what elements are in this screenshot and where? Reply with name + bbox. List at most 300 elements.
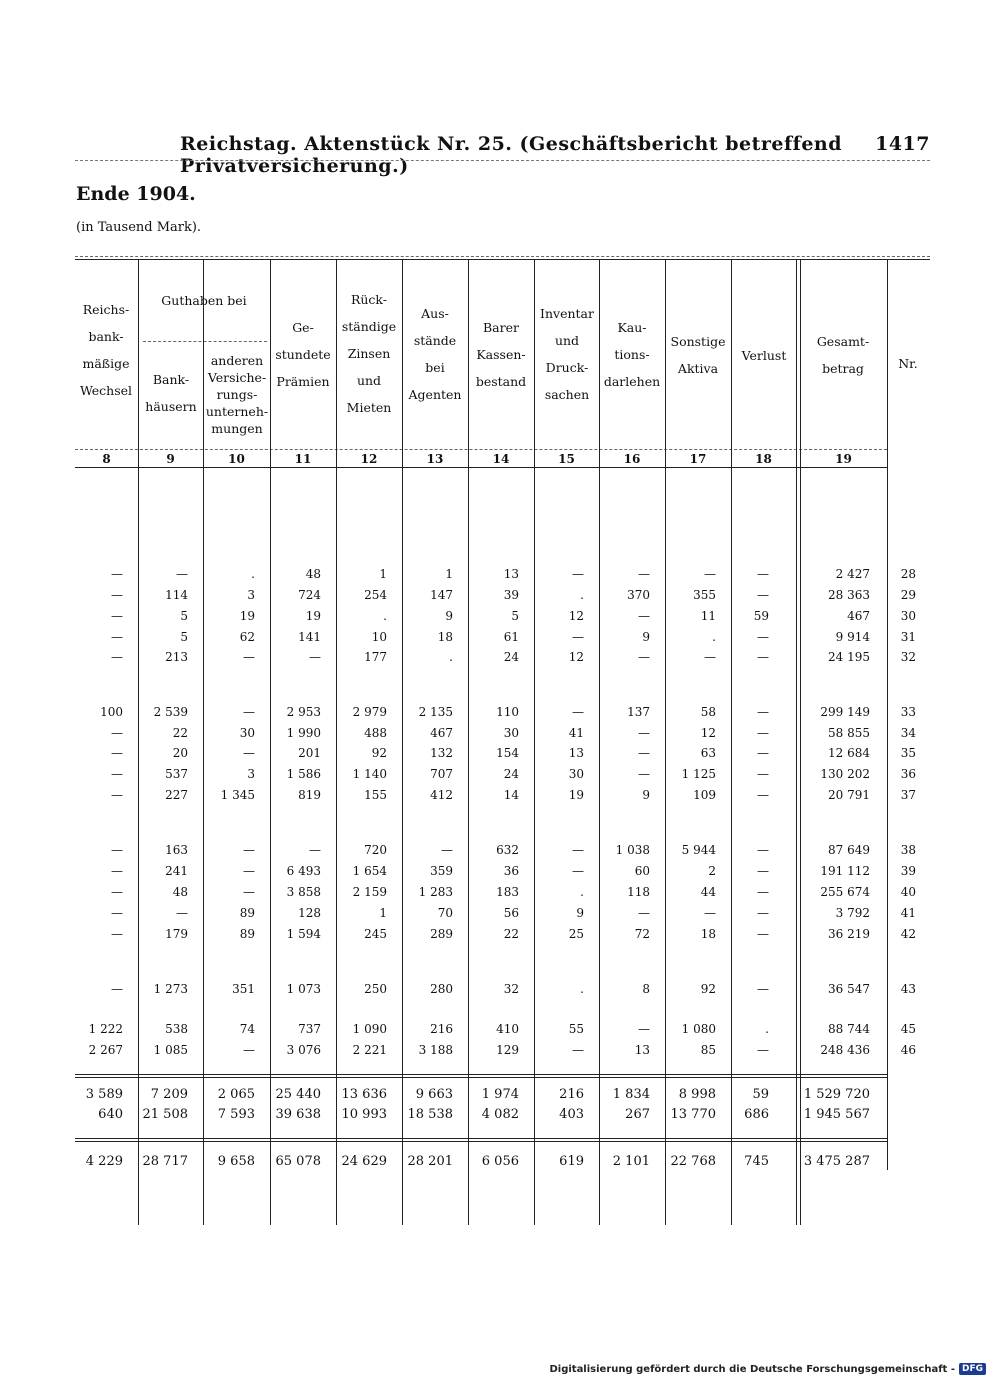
table-row-cell: 141 <box>298 630 321 644</box>
table-row-cell: — <box>757 927 769 941</box>
total-row-cell: 2 101 <box>612 1154 650 1169</box>
table-row-cell: 248 436 <box>820 1043 870 1057</box>
table-row-cell: 1 140 <box>352 767 387 781</box>
table-row-cell: 89 <box>239 906 255 920</box>
table-row-cell: 537 <box>165 767 188 781</box>
table-row-cell: — <box>111 767 123 781</box>
sum-rule-1 <box>75 1074 887 1075</box>
table-row-cell: — <box>243 885 255 899</box>
dfg-logo: DFG <box>959 1363 986 1375</box>
subtotal-row-cell: 1 945 567 <box>803 1107 870 1122</box>
table-row-cell: — <box>111 650 123 664</box>
subtotal-row-cell: 1 974 <box>481 1087 519 1102</box>
table-row-cell: — <box>638 567 650 581</box>
table-row-cell: . <box>765 1022 769 1036</box>
column-divider <box>887 259 888 1170</box>
row-number: 41 <box>900 906 916 920</box>
total-row-cell: 9 658 <box>217 1154 255 1169</box>
table-row-cell: 118 <box>627 885 650 899</box>
table-row-cell: 163 <box>165 843 188 857</box>
table-row-cell: 41 <box>568 726 584 740</box>
total-row-cell: 3 475 287 <box>803 1154 870 1169</box>
table-row-cell: 1 594 <box>286 927 321 941</box>
table-row-cell: 2 979 <box>352 705 387 719</box>
table-row-cell: 44 <box>700 885 716 899</box>
table-row-cell: 9 <box>445 609 453 623</box>
header-col-10: anderen Versiche- rungs- unterneh- mungen <box>205 353 269 436</box>
table-row-cell: 70 <box>437 906 453 920</box>
sum-rule-2 <box>75 1077 887 1078</box>
total-row-cell: 65 078 <box>275 1154 321 1169</box>
table-row-cell: 18 <box>700 927 716 941</box>
table-row-cell: 1 990 <box>286 726 321 740</box>
row-number: 35 <box>900 746 916 760</box>
table-row-cell: 1 080 <box>681 1022 716 1036</box>
column-divider <box>270 259 271 1225</box>
table-row-cell: 58 855 <box>828 726 870 740</box>
footer <box>549 1363 986 1375</box>
table-row-cell: 12 <box>568 609 584 623</box>
subtotal-row-cell: 13 770 <box>670 1107 716 1122</box>
table-row-cell: 3 <box>247 588 255 602</box>
table-row-cell: — <box>243 1043 255 1057</box>
header-col-16: Kau- tions- darlehen <box>603 320 661 389</box>
table-row-cell: . <box>383 609 387 623</box>
column-number: 12 <box>360 452 378 466</box>
subtotal-row-cell: 4 082 <box>481 1107 519 1122</box>
table-row-cell: — <box>572 567 584 581</box>
table-row-cell: — <box>638 906 650 920</box>
table-row-cell: — <box>111 982 123 996</box>
header-col-9: Bank- häusern <box>145 372 197 414</box>
column-number: 8 <box>102 452 111 466</box>
table-row-cell: — <box>757 726 769 740</box>
table-row-cell: — <box>309 843 321 857</box>
table-row-cell: 25 <box>568 927 584 941</box>
table-row-cell: 13 <box>503 567 519 581</box>
table-row-cell: 1 125 <box>681 767 716 781</box>
table-row-cell: 109 <box>693 788 716 802</box>
table-row-cell: 19 <box>568 788 584 802</box>
table-row-cell: — <box>111 788 123 802</box>
column-divider <box>203 341 204 449</box>
table-row-cell: 467 <box>847 609 870 623</box>
row-number: 28 <box>900 567 916 581</box>
row-number: 38 <box>900 843 916 857</box>
table-row-cell: — <box>243 650 255 664</box>
header-guthaben: Guthaben bei <box>161 293 247 308</box>
header-col-15: Inventar und Druck- sachen <box>540 306 594 402</box>
column-number: 9 <box>166 452 175 466</box>
table-row-cell: 154 <box>496 746 519 760</box>
table-row-cell: — <box>704 650 716 664</box>
table-row-cell: — <box>638 650 650 664</box>
table-row-cell: 24 <box>503 650 519 664</box>
table-row-cell: 3 858 <box>286 885 321 899</box>
table-row-cell: 2 159 <box>352 885 387 899</box>
table-row-cell: 155 <box>364 788 387 802</box>
total-row-cell: 28 717 <box>142 1154 188 1169</box>
table-row-cell: 12 <box>568 650 584 664</box>
table-row-cell: 177 <box>364 650 387 664</box>
table-row-cell: 36 <box>503 864 519 878</box>
table-row-cell: — <box>111 843 123 857</box>
table-row-cell: 56 <box>503 906 519 920</box>
table-row-cell: — <box>572 864 584 878</box>
table-row-cell: — <box>111 630 123 644</box>
table-row-cell: 216 <box>430 1022 453 1036</box>
subtotal-row-cell: 10 993 <box>341 1107 387 1122</box>
table-row-cell: 88 744 <box>828 1022 870 1036</box>
table-row-cell: 1 345 <box>220 788 255 802</box>
total-rule-1 <box>75 1138 887 1139</box>
header-col-14: Barer Kassen- bestand <box>475 320 527 389</box>
column-divider <box>336 259 337 1225</box>
column-number: 13 <box>426 452 444 466</box>
table-row-cell: — <box>757 767 769 781</box>
table-row-cell: 13 <box>634 1043 650 1057</box>
column-number: 18 <box>755 452 772 466</box>
table-row-cell: 132 <box>430 746 453 760</box>
table-row-cell: 720 <box>364 843 387 857</box>
table-row-cell: 1 222 <box>88 1022 123 1036</box>
table-row-cell: 2 221 <box>352 1043 387 1057</box>
table-row-cell: 36 547 <box>828 982 870 996</box>
table-row-cell: 289 <box>430 927 453 941</box>
table-row-cell: 24 195 <box>828 650 870 664</box>
table-row-cell: 250 <box>364 982 387 996</box>
colnum-bottom-rule <box>75 467 887 468</box>
table-row-cell: 201 <box>298 746 321 760</box>
table-row-cell: 255 674 <box>820 885 870 899</box>
table-row-cell: 11 <box>700 609 716 623</box>
table-row-cell: 724 <box>298 588 321 602</box>
row-number: 37 <box>900 788 916 802</box>
header-col-17: Sonstige Aktiva <box>670 334 726 376</box>
table-row-cell: 147 <box>430 588 453 602</box>
table-row-cell: — <box>243 843 255 857</box>
table-row-cell: 9 <box>576 906 584 920</box>
table-row-cell: 19 <box>239 609 255 623</box>
table-row-cell: 1 085 <box>153 1043 188 1057</box>
table-row-cell: — <box>243 864 255 878</box>
table-row-cell: — <box>111 726 123 740</box>
total-row-cell: 6 056 <box>481 1154 519 1169</box>
table-row-cell: 3 <box>247 767 255 781</box>
table-row-cell: 14 <box>503 788 519 802</box>
column-number: 15 <box>558 452 575 466</box>
column-number: 14 <box>492 452 510 466</box>
table-row-cell: — <box>638 746 650 760</box>
subtotal-row-cell: 39 638 <box>275 1107 321 1122</box>
table-row-cell: 2 539 <box>153 705 188 719</box>
table-row-cell: 30 <box>568 767 584 781</box>
table-row-cell: 12 684 <box>828 746 870 760</box>
table-row-cell: — <box>757 650 769 664</box>
table-row-cell: 410 <box>496 1022 519 1036</box>
table-row-cell: — <box>757 1043 769 1057</box>
header-col-19: Gesamt- betrag <box>816 334 870 376</box>
table-row-cell: — <box>111 927 123 941</box>
table-row-cell: 241 <box>165 864 188 878</box>
table-row-cell: 1 090 <box>352 1022 387 1036</box>
table-row-cell: 5 <box>511 609 519 623</box>
table-row-cell: — <box>572 630 584 644</box>
table-row-cell: 30 <box>503 726 519 740</box>
table-row-cell: 22 <box>503 927 519 941</box>
subtotal-row-cell: 403 <box>559 1107 584 1122</box>
table-row-cell: 1 <box>379 906 387 920</box>
table-row-cell: . <box>580 982 584 996</box>
table-row-cell: 2 135 <box>418 705 453 719</box>
header-rule <box>75 160 930 161</box>
table-row-cell: — <box>243 705 255 719</box>
header-col-nr: Nr. <box>898 356 918 371</box>
subtotal-row-cell: 9 663 <box>415 1087 453 1102</box>
table-row-cell: — <box>572 705 584 719</box>
subtotal-row-cell: 3 589 <box>85 1087 123 1102</box>
row-number: 34 <box>900 726 916 740</box>
total-row-cell: 619 <box>559 1154 584 1169</box>
table-row-cell: 28 363 <box>828 588 870 602</box>
table-row-cell: 412 <box>430 788 453 802</box>
table-row-cell: 60 <box>634 864 650 878</box>
table-row-cell: — <box>309 650 321 664</box>
table-row-cell: . <box>712 630 716 644</box>
table-row-cell: 58 <box>700 705 716 719</box>
row-number: 42 <box>900 927 916 941</box>
table-row-cell: 63 <box>700 746 716 760</box>
table-row-cell: 48 <box>172 885 188 899</box>
table-row-cell: 191 112 <box>820 864 870 878</box>
column-divider <box>731 259 732 1225</box>
table-row-cell: 32 <box>503 982 519 996</box>
table-row-cell: 114 <box>165 588 188 602</box>
total-rule-2 <box>75 1141 887 1142</box>
table-row-cell: 179 <box>165 927 188 941</box>
table-row-cell: — <box>704 906 716 920</box>
table-row-cell: 10 <box>371 630 387 644</box>
table-row-cell: . <box>580 885 584 899</box>
table-row-cell: — <box>757 885 769 899</box>
table-row-cell: 3 076 <box>286 1043 321 1057</box>
table-row-cell: — <box>638 767 650 781</box>
table-row-cell: — <box>757 982 769 996</box>
table-row-cell: 707 <box>430 767 453 781</box>
column-divider <box>402 259 403 1225</box>
table-row-cell: 6 493 <box>286 864 321 878</box>
table-row-cell: — <box>638 726 650 740</box>
row-number: 32 <box>900 650 916 664</box>
subtotal-row-cell: 8 998 <box>678 1087 716 1102</box>
table-row-cell: — <box>111 885 123 899</box>
table-row-cell: — <box>757 864 769 878</box>
table-row-cell: 351 <box>232 982 255 996</box>
table-row-cell: — <box>572 1043 584 1057</box>
table-row-cell: 30 <box>239 726 255 740</box>
table-row-cell: 254 <box>364 588 387 602</box>
table-row-cell: — <box>638 1022 650 1036</box>
table-row-cell: — <box>111 567 123 581</box>
table-row-cell: 20 791 <box>828 788 870 802</box>
subtotal-row-cell: 2 065 <box>217 1087 255 1102</box>
table-row-cell: — <box>111 906 123 920</box>
table-row-cell: . <box>449 650 453 664</box>
table-row-cell: — <box>757 906 769 920</box>
table-row-cell: — <box>176 567 188 581</box>
table-row-cell: 2 427 <box>835 567 870 581</box>
row-number: 40 <box>900 885 916 899</box>
table-row-cell: 20 <box>172 746 188 760</box>
table-row-cell: 18 <box>437 630 453 644</box>
table-row-cell: 55 <box>568 1022 584 1036</box>
table-row-cell: — <box>111 864 123 878</box>
subtotal-row-cell: 1 529 720 <box>803 1087 870 1102</box>
table-top-rule <box>75 256 930 257</box>
table-row-cell: 2 <box>708 864 716 878</box>
table-row-cell: 737 <box>298 1022 321 1036</box>
table-row-cell: 48 <box>305 567 321 581</box>
table-row-cell: 213 <box>165 650 188 664</box>
table-row-cell: 488 <box>364 726 387 740</box>
column-divider <box>599 259 600 1225</box>
column-divider <box>138 259 139 1225</box>
header-col-18: Verlust <box>741 348 787 363</box>
subtotal-row-cell: 25 440 <box>275 1087 321 1102</box>
row-number: 29 <box>900 588 916 602</box>
table-row-cell: 2 267 <box>88 1043 123 1057</box>
table-row-cell: 9 <box>642 788 650 802</box>
table-row-cell: 370 <box>627 588 650 602</box>
row-number: 39 <box>900 864 916 878</box>
table-row-cell: 85 <box>700 1043 716 1057</box>
table-row-cell: . <box>251 567 255 581</box>
table-row-cell: 467 <box>430 726 453 740</box>
subtotal-row-cell: 59 <box>752 1087 769 1102</box>
table-row-cell: — <box>757 788 769 802</box>
table-row-cell: 3 188 <box>418 1043 453 1057</box>
table-row-cell: — <box>111 588 123 602</box>
table-row-cell: — <box>111 746 123 760</box>
table-row-cell: 9 <box>642 630 650 644</box>
table-row-cell: 2 953 <box>286 705 321 719</box>
table-row-cell: — <box>757 588 769 602</box>
subtotal-row-cell: 216 <box>559 1087 584 1102</box>
table-row-cell: — <box>176 906 188 920</box>
subtotal-row-cell: 13 636 <box>341 1087 387 1102</box>
table-row-cell: 5 944 <box>681 843 716 857</box>
table-row-cell: 129 <box>496 1043 519 1057</box>
table-row-cell: 72 <box>634 927 650 941</box>
table-row-cell: 183 <box>496 885 519 899</box>
subtotal-row-cell: 7 209 <box>150 1087 188 1102</box>
table-row-cell: 1 073 <box>286 982 321 996</box>
total-row-cell: 28 201 <box>407 1154 453 1169</box>
table-row-cell: 130 202 <box>820 767 870 781</box>
table-row-cell: 137 <box>627 705 650 719</box>
row-number: 45 <box>900 1022 916 1036</box>
table-row-cell: — <box>757 630 769 644</box>
table-row-cell: 59 <box>753 609 769 623</box>
table-row-cell: 819 <box>298 788 321 802</box>
table-row-cell: — <box>441 843 453 857</box>
table-row-cell: — <box>572 843 584 857</box>
table-row-cell: — <box>111 609 123 623</box>
table-row-cell: 359 <box>430 864 453 878</box>
table-row-cell: — <box>243 746 255 760</box>
table-row-cell: — <box>757 746 769 760</box>
table-row-cell: — <box>704 567 716 581</box>
header-col-8: Reichs- bank- mäßige Wechsel <box>79 302 133 398</box>
table-row-cell: 39 <box>503 588 519 602</box>
table-row-cell: 299 149 <box>820 705 870 719</box>
column-number: 19 <box>835 452 852 466</box>
guthaben-rule <box>143 341 267 342</box>
table-row-cell: 62 <box>239 630 255 644</box>
column-divider <box>468 259 469 1225</box>
subtotal-row-cell: 21 508 <box>142 1107 188 1122</box>
table-row-cell: 100 <box>100 705 123 719</box>
column-divider <box>796 259 797 1225</box>
total-row-cell: 745 <box>744 1154 769 1169</box>
table-row-cell: 92 <box>700 982 716 996</box>
column-number: 10 <box>228 452 245 466</box>
subtotal-row-cell: 686 <box>744 1107 769 1122</box>
table-row-cell: 8 <box>642 982 650 996</box>
table-row-cell: — <box>757 705 769 719</box>
subtotal-row-cell: 267 <box>625 1107 650 1122</box>
total-row-cell: 4 229 <box>85 1154 123 1169</box>
table-row-cell: 9 914 <box>835 630 870 644</box>
page-number: 1417 <box>875 133 930 155</box>
table-row-cell: — <box>638 609 650 623</box>
row-number: 33 <box>900 705 916 719</box>
table-row-cell: 1 586 <box>286 767 321 781</box>
table-row-cell: 1 283 <box>418 885 453 899</box>
footer-text: Digitalisierung gefördert durch die Deutsche Forschungsgemeinschaft - <box>549 1363 955 1375</box>
table-row-cell: 1 038 <box>615 843 650 857</box>
column-number: 17 <box>689 452 707 466</box>
table-row-cell: 5 <box>180 630 188 644</box>
table-row-cell: . <box>580 588 584 602</box>
column-divider <box>665 259 666 1225</box>
table-row-cell: 61 <box>503 630 519 644</box>
subtotal-row-cell: 18 538 <box>407 1107 453 1122</box>
table-row-cell: 128 <box>298 906 321 920</box>
table-row-cell: 1 <box>445 567 453 581</box>
total-row-cell: 22 768 <box>670 1154 716 1169</box>
table-row-cell: 538 <box>165 1022 188 1036</box>
row-number: 36 <box>900 767 916 781</box>
table-row-cell: 632 <box>496 843 519 857</box>
column-divider <box>534 259 535 1225</box>
section-title: Ende 1904. <box>76 183 196 205</box>
table-row-cell: 110 <box>496 705 519 719</box>
table-row-cell: 1 273 <box>153 982 188 996</box>
subtotal-row-cell: 640 <box>98 1107 123 1122</box>
table-row-cell: 74 <box>239 1022 255 1036</box>
total-row-cell: 24 629 <box>341 1154 387 1169</box>
table-row-cell: 280 <box>430 982 453 996</box>
colnum-top-rule <box>75 449 887 450</box>
running-title: Reichstag. Aktenstück Nr. 25. (Geschäftsbericht betreffend Privatversicherung.) <box>180 133 843 177</box>
table-row-cell: 24 <box>503 767 519 781</box>
unit-note: (in Tausend Mark). <box>76 220 202 235</box>
table-row-cell: 12 <box>700 726 716 740</box>
running-head <box>180 133 930 177</box>
table-row-cell: 245 <box>364 927 387 941</box>
table-row-cell: — <box>757 843 769 857</box>
